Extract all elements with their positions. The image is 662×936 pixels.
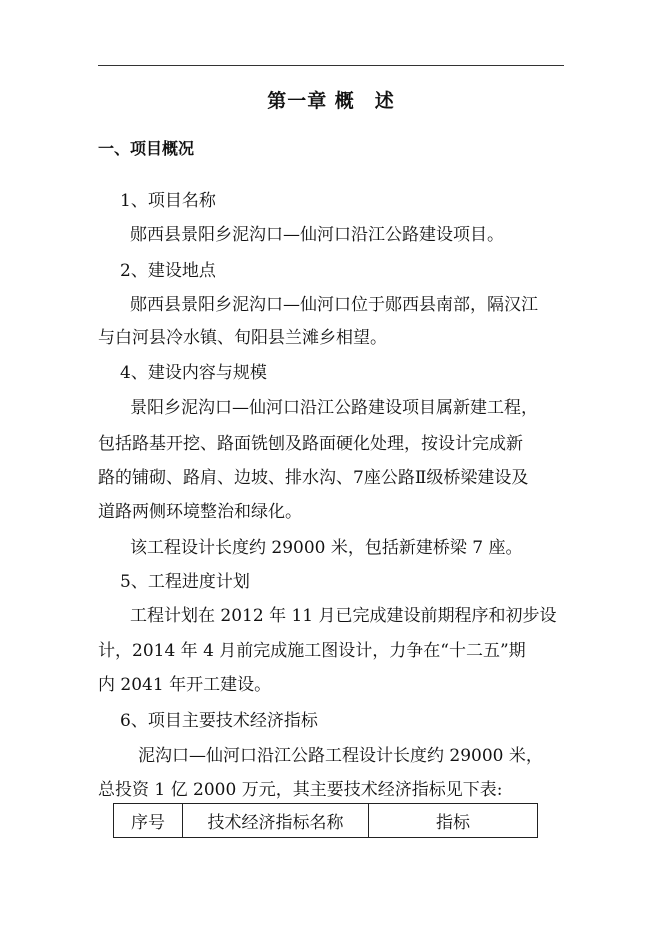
paragraph-line: 道路两侧环境整治和绿化。 [98, 502, 302, 522]
paragraph-line: 内 2041 年开工建设。 [98, 675, 272, 695]
paragraph-line: 包括路基开挖、路面铣刨及路面硬化处理，按设计完成新 [98, 434, 523, 454]
item-heading-project-name: 1、项目名称 [120, 191, 216, 211]
item-heading-location: 2、建设地点 [120, 261, 216, 281]
paragraph-line: 该工程设计长度约 29000 米，包括新建桥梁 7 座。 [130, 538, 523, 558]
table-header-cell: 指标 [369, 804, 538, 838]
paragraph-line: 郧西县景阳乡泥沟口—仙河口位于郧西县南部，隔汉江 [130, 295, 538, 315]
chapter-title: 第一章 概 述 [267, 90, 395, 112]
section-title: 一、项目概况 [98, 139, 195, 158]
table-header-cell: 技术经济指标名称 [183, 804, 369, 838]
table-header-cell: 序号 [114, 804, 183, 838]
item-heading-schedule: 5、工程进度计划 [120, 572, 250, 592]
table-header-row [114, 804, 538, 838]
paragraph-line: 计，2014 年 4 月前完成施工图设计，力争在“十二五”期 [98, 641, 526, 661]
paragraph-line: 郧西县景阳乡泥沟口—仙河口沿江公路建设项目。 [130, 225, 504, 245]
paragraph-line: 与白河县冷水镇、旬阳县兰滩乡相望。 [98, 328, 387, 348]
paragraph-line: 景阳乡泥沟口—仙河口沿江公路建设项目属新建工程， [130, 398, 538, 418]
paragraph-line: 工程计划在 2012 年 11 月已完成建设前期程序和初步设 [130, 606, 557, 626]
paragraph-line: 路的铺砌、路肩、边坡、排水沟、7座公路Ⅱ级桥梁建设及 [98, 468, 529, 488]
item-heading-scope: 4、建设内容与规模 [120, 363, 267, 383]
header-rule [98, 65, 564, 66]
indicator-table [113, 803, 538, 838]
paragraph-line: 总投资 1 亿 2000 万元，其主要技术经济指标见下表: [98, 780, 503, 800]
item-heading-indicators: 6、项目主要技术经济指标 [120, 711, 318, 731]
paragraph-line: 泥沟口—仙河口沿江公路工程设计长度约 29000 米， [138, 746, 543, 766]
